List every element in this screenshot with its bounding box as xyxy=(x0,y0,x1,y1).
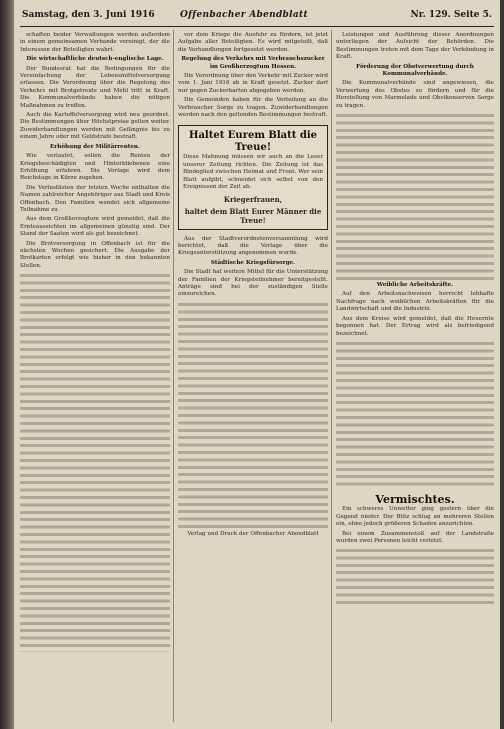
article-text: Die Verordnung über den Verkehr mit Zucker wird vom 1. Juni 1916 ab in Kraft gesetzt. Zucker darf nur gegen Zuckerkarten abgegeben werden. xyxy=(178,73,328,94)
article-text: vor dem Kriege die Ausfuhr zu fördern, ist jetzt Aufgabe aller Beteiligten. Es wird mitgeteilt, daß die Verhandlungen fortgesetzt werden. xyxy=(178,32,328,53)
article-text: Auf den Arbeitsnachweisen herrscht lebhafte Nachfrage nach weiblichen Arbeitskräften für die Landwirtschaft und die Industrie. xyxy=(336,291,494,313)
column-1 xyxy=(20,32,170,722)
article-heading: Erhöhung der Militärrenten. xyxy=(50,143,140,150)
appeal-subtitle: Kriegerfrauen, xyxy=(223,194,283,204)
article-heading: Weibliche Arbeitskräfte. xyxy=(376,282,454,289)
article-text: Aus der Stadtverordnetenversammlung wird berichtet, daß die Vorlage über die Kriegsunterstützung angenommen wurde. xyxy=(178,235,328,257)
column-divider xyxy=(331,30,332,722)
appeal-text: Diese Mahnung müssen wir auch an die Leser unserer Zeitung richten. Die Zeitung ist das Bindeglied zwischen Heimat und Front. Wer sein Blatt aufgibt, schneidet sich selbst von den Ereignissen der Zeit ab. xyxy=(183,154,323,191)
page-header xyxy=(20,6,494,27)
article-text: Ein schweres Unwetter ging gestern über die Gegend nieder. Der Blitz schlug an mehreren Stellen ein, ohne jedoch größeren Schaden anzurichten. xyxy=(336,506,494,528)
appeal-title: Haltet Eurem Blatt die Treue! xyxy=(189,130,317,154)
newspaper-title: Offenbacher Abendblatt xyxy=(180,10,308,20)
article-heading: Förderung der Obstverwertung durch Kommunalverbände. xyxy=(356,63,474,78)
issue-date: Samstag, den 3. Juni 1916 xyxy=(22,10,155,20)
loyalty-appeal-box xyxy=(178,125,328,229)
article-text: Die Brotversorgung in Offenbach ist für die nächsten Wochen gesichert. Die Ausgabe der Brotkarten erfolgt wie bisher in den bekannten Stellen. xyxy=(20,240,170,269)
newspaper-page xyxy=(14,0,500,729)
issue-number: Nr. 129. Seite 5. xyxy=(410,10,492,20)
article-text: Die Kommunalverbände sind angewiesen, die Verwertung des Obstes zu fördern und für die Herstellung von Marmelade und Obstkonserven Sorge zu tragen. xyxy=(336,80,494,109)
article-text: Die Stadt hat weitere Mittel für die Unterstützung der Familien der Kriegsteilnehmer bereitgestellt. Anträge sind bei der zuständigen Stelle einzureichen. xyxy=(178,269,328,298)
article-text: Aus dem Kreise wird gemeldet, daß die Heuernte begonnen hat. Der Ertrag wird als befriedigend bezeichnet. xyxy=(336,315,494,337)
text-body-block xyxy=(336,547,494,607)
article-text: Der Bundesrat hat die Bedingungen für die Vereinfachung der Lebensmittelversorgung erlassen. Die Verordnung über die Regelung des Verkehrs mit Brotgetreide und Mehl tritt in Kraft. Die Kommunalverbände haben die nötigen Maßnahmen zu treffen. xyxy=(20,65,170,109)
text-body-block xyxy=(336,340,494,490)
text-body-block xyxy=(20,272,170,652)
article-heading: Die wirtschaftliche deutsch-englische Lage. xyxy=(26,56,164,63)
article-text: Die Verlustlisten der letzten Woche enthalten die Namen zahlreicher Angehöriger aus Stadt und Kreis Offenbach. Den Familien wendet sich allgemeine Teilnahme zu. xyxy=(20,184,170,213)
column-3 xyxy=(336,32,494,722)
article-text: schaften beider Verwaltungen werden außerdem in einem gemeinsamen Verbande vereinigt, der die Interessen der Beteiligten wahrt. xyxy=(20,32,170,53)
appeal-closing: haltet dem Blatt Eurer Männer die Treue! xyxy=(184,206,322,225)
book-binding xyxy=(0,0,14,729)
article-text: Die Gemeinden haben für die Verteilung an die Verbraucher Sorge zu tragen. Zuwiderhandlungen werden nach den geltenden Bestimmungen bestraft. xyxy=(178,97,328,119)
article-text: Auch die Kartoffelversorgung wird neu geordnet. Die Bestimmungen über Höchstpreise gelten weiter. Zuwiderhandlungen werden mit Gefängnis bis zu einem Jahre oder mit Geldstrafe bestraft. xyxy=(20,112,170,141)
text-body-block xyxy=(178,301,328,531)
section-heading-vermischtes: Vermischtes. xyxy=(375,492,455,506)
article-heading: Regelung des Verkehrs mit Verbrauchszucker im Großherzogtum Hessen. xyxy=(181,56,325,70)
article-text: Wie verlautet, sollen die Renten der Kriegsbeschädigten und Hinterbliebenen eine Erhöhung erfahren. Die Vorlage wird dem Reichstage in Kürze zugehen. xyxy=(20,153,170,182)
text-body-block xyxy=(336,112,494,282)
article-text: Bei einem Zusammenstoß auf der Landstraße wurden zwei Personen leicht verletzt. xyxy=(336,530,494,544)
column-2 xyxy=(178,32,328,722)
page-footer: Verlag und Druck der Offenbacher Abendblatt xyxy=(187,530,319,537)
article-heading: Städtische Kriegsfürsorge. xyxy=(210,259,296,266)
column-divider xyxy=(173,30,174,722)
article-text: Aus dem Großherzogtum wird gemeldet, daß die Ernteaussichten im allgemeinen günstig sind. Der Stand der Saaten wird als gut bezeichnet. xyxy=(20,216,170,238)
article-text: Leistungen und Ausführung dieser Anordnungen unterliegen der Aufsicht der Behörden. Die Bestimmungen treten mit dem Tage der Verkündung in Kraft. xyxy=(336,32,494,61)
